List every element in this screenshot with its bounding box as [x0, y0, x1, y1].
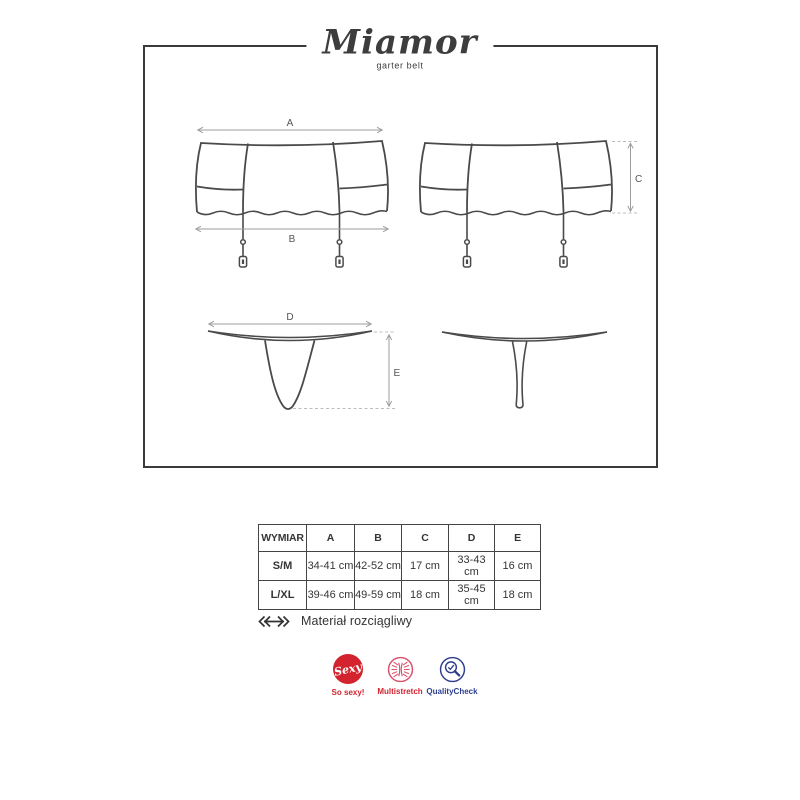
table-header-row [259, 525, 541, 552]
table-cell: 16 cm [495, 552, 541, 581]
dimension-c-leaders [612, 142, 637, 214]
stretch-note-label: Materiał rozciągliwy [301, 614, 413, 628]
badge-label: QualityCheck [426, 686, 478, 696]
stretch-double-arrow-icon [257, 615, 291, 628]
garter-belt-front [196, 141, 388, 267]
table-cell: 33-43 cm [449, 552, 495, 581]
garment-technical-drawing [143, 45, 658, 468]
table-cell: 18 cm [402, 581, 449, 610]
size-label: L/XL [259, 581, 307, 610]
badge-multistretch [372, 654, 428, 697]
table-header-e: E [495, 525, 541, 552]
table-row-lxl [259, 581, 541, 610]
sexy-circle-text: Sexy [333, 659, 363, 679]
size-table [258, 524, 541, 610]
badge-so-sexy [320, 654, 376, 697]
table-cell: 49-59 cm [355, 581, 402, 610]
dimension-c-label: C [635, 174, 643, 185]
table-cell: 18 cm [495, 581, 541, 610]
dimension-e-arrow [386, 335, 391, 407]
table-cell: 35-45 cm [449, 581, 495, 610]
table-cell: 17 cm [402, 552, 449, 581]
quality-check-magnifier-icon [439, 656, 466, 683]
garter-belt-back [420, 141, 612, 267]
table-cell: 39-46 cm [307, 581, 355, 610]
thong-back [442, 332, 607, 408]
table-header-b: B [355, 525, 402, 552]
table-row-sm [259, 552, 541, 581]
badge-row [320, 654, 480, 697]
thong-front [208, 331, 372, 409]
table-header-wymiar: WYMIAR [259, 525, 307, 552]
dimension-c-arrow [628, 143, 633, 212]
dimension-b-label: B [288, 234, 296, 245]
table-header-c: C [402, 525, 449, 552]
table-header-d: D [449, 525, 495, 552]
brand-subtitle: garter belt [376, 60, 424, 71]
badge-label: Multistretch [377, 686, 423, 696]
size-label: S/M [259, 552, 307, 581]
table-cell: 34-41 cm [307, 552, 355, 581]
badge-quality-check [424, 654, 480, 697]
dimension-e-label: E [393, 368, 401, 379]
stretch-note [257, 614, 412, 628]
dimension-a-label: A [286, 118, 294, 129]
brand-name: Miamor [322, 22, 478, 63]
dimension-d-label: D [286, 312, 294, 323]
brand-logo [306, 24, 493, 73]
sexy-badge-icon [333, 654, 363, 684]
badge-label: So sexy! [331, 688, 365, 697]
table-header-a: A [307, 525, 355, 552]
dimension-b-arrow [196, 226, 389, 232]
dimension-e-leaders [293, 332, 395, 409]
multistretch-icon [387, 656, 414, 683]
table-cell: 42-52 cm [355, 552, 402, 581]
